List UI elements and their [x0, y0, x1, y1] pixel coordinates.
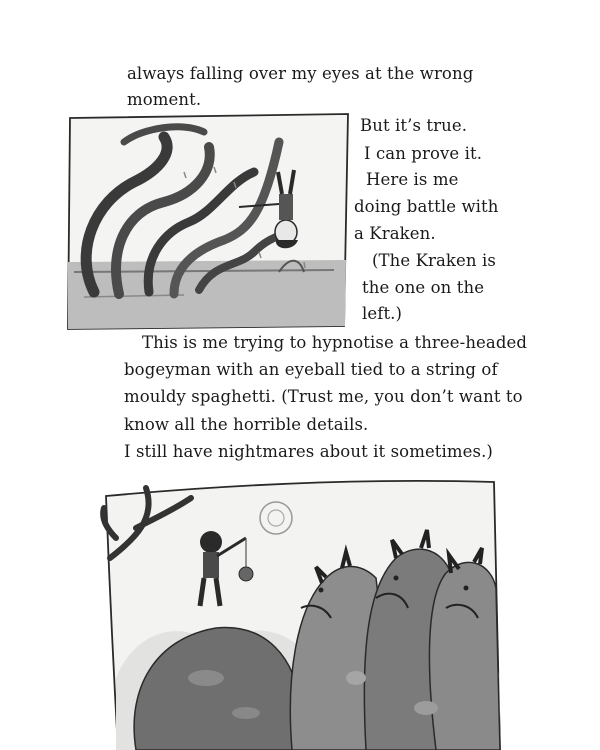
text-line-1: always falling over my eyes at the wrong [127, 64, 474, 83]
body-line-3: mouldy spaghetti. (Trust me, you don’t want to [124, 387, 523, 406]
side-line-4: doing battle with [354, 197, 499, 216]
side-line-5: a Kraken. [354, 224, 436, 243]
body-line-4: know all the horrible details. [124, 415, 369, 434]
side-line-8: left.) [362, 304, 403, 323]
body-line-5: I still have nightmares about it sometimes.) [124, 442, 493, 461]
body-line-1: This is me trying to hypnotise a three-headed [142, 333, 528, 352]
side-line-6: (The Kraken is [372, 251, 496, 270]
kraken-illustration [64, 112, 354, 332]
body-line-2: bogeyman with an eyeball tied to a string of [124, 360, 498, 379]
side-line-3: Here is me [366, 170, 459, 189]
side-line-2: I can prove it. [364, 144, 483, 163]
side-line-7: the one on the [362, 278, 485, 297]
text-line-2: moment. [127, 90, 202, 109]
side-line-1: But it’s true. [360, 116, 468, 135]
bogeyman-illustration [96, 478, 600, 750]
